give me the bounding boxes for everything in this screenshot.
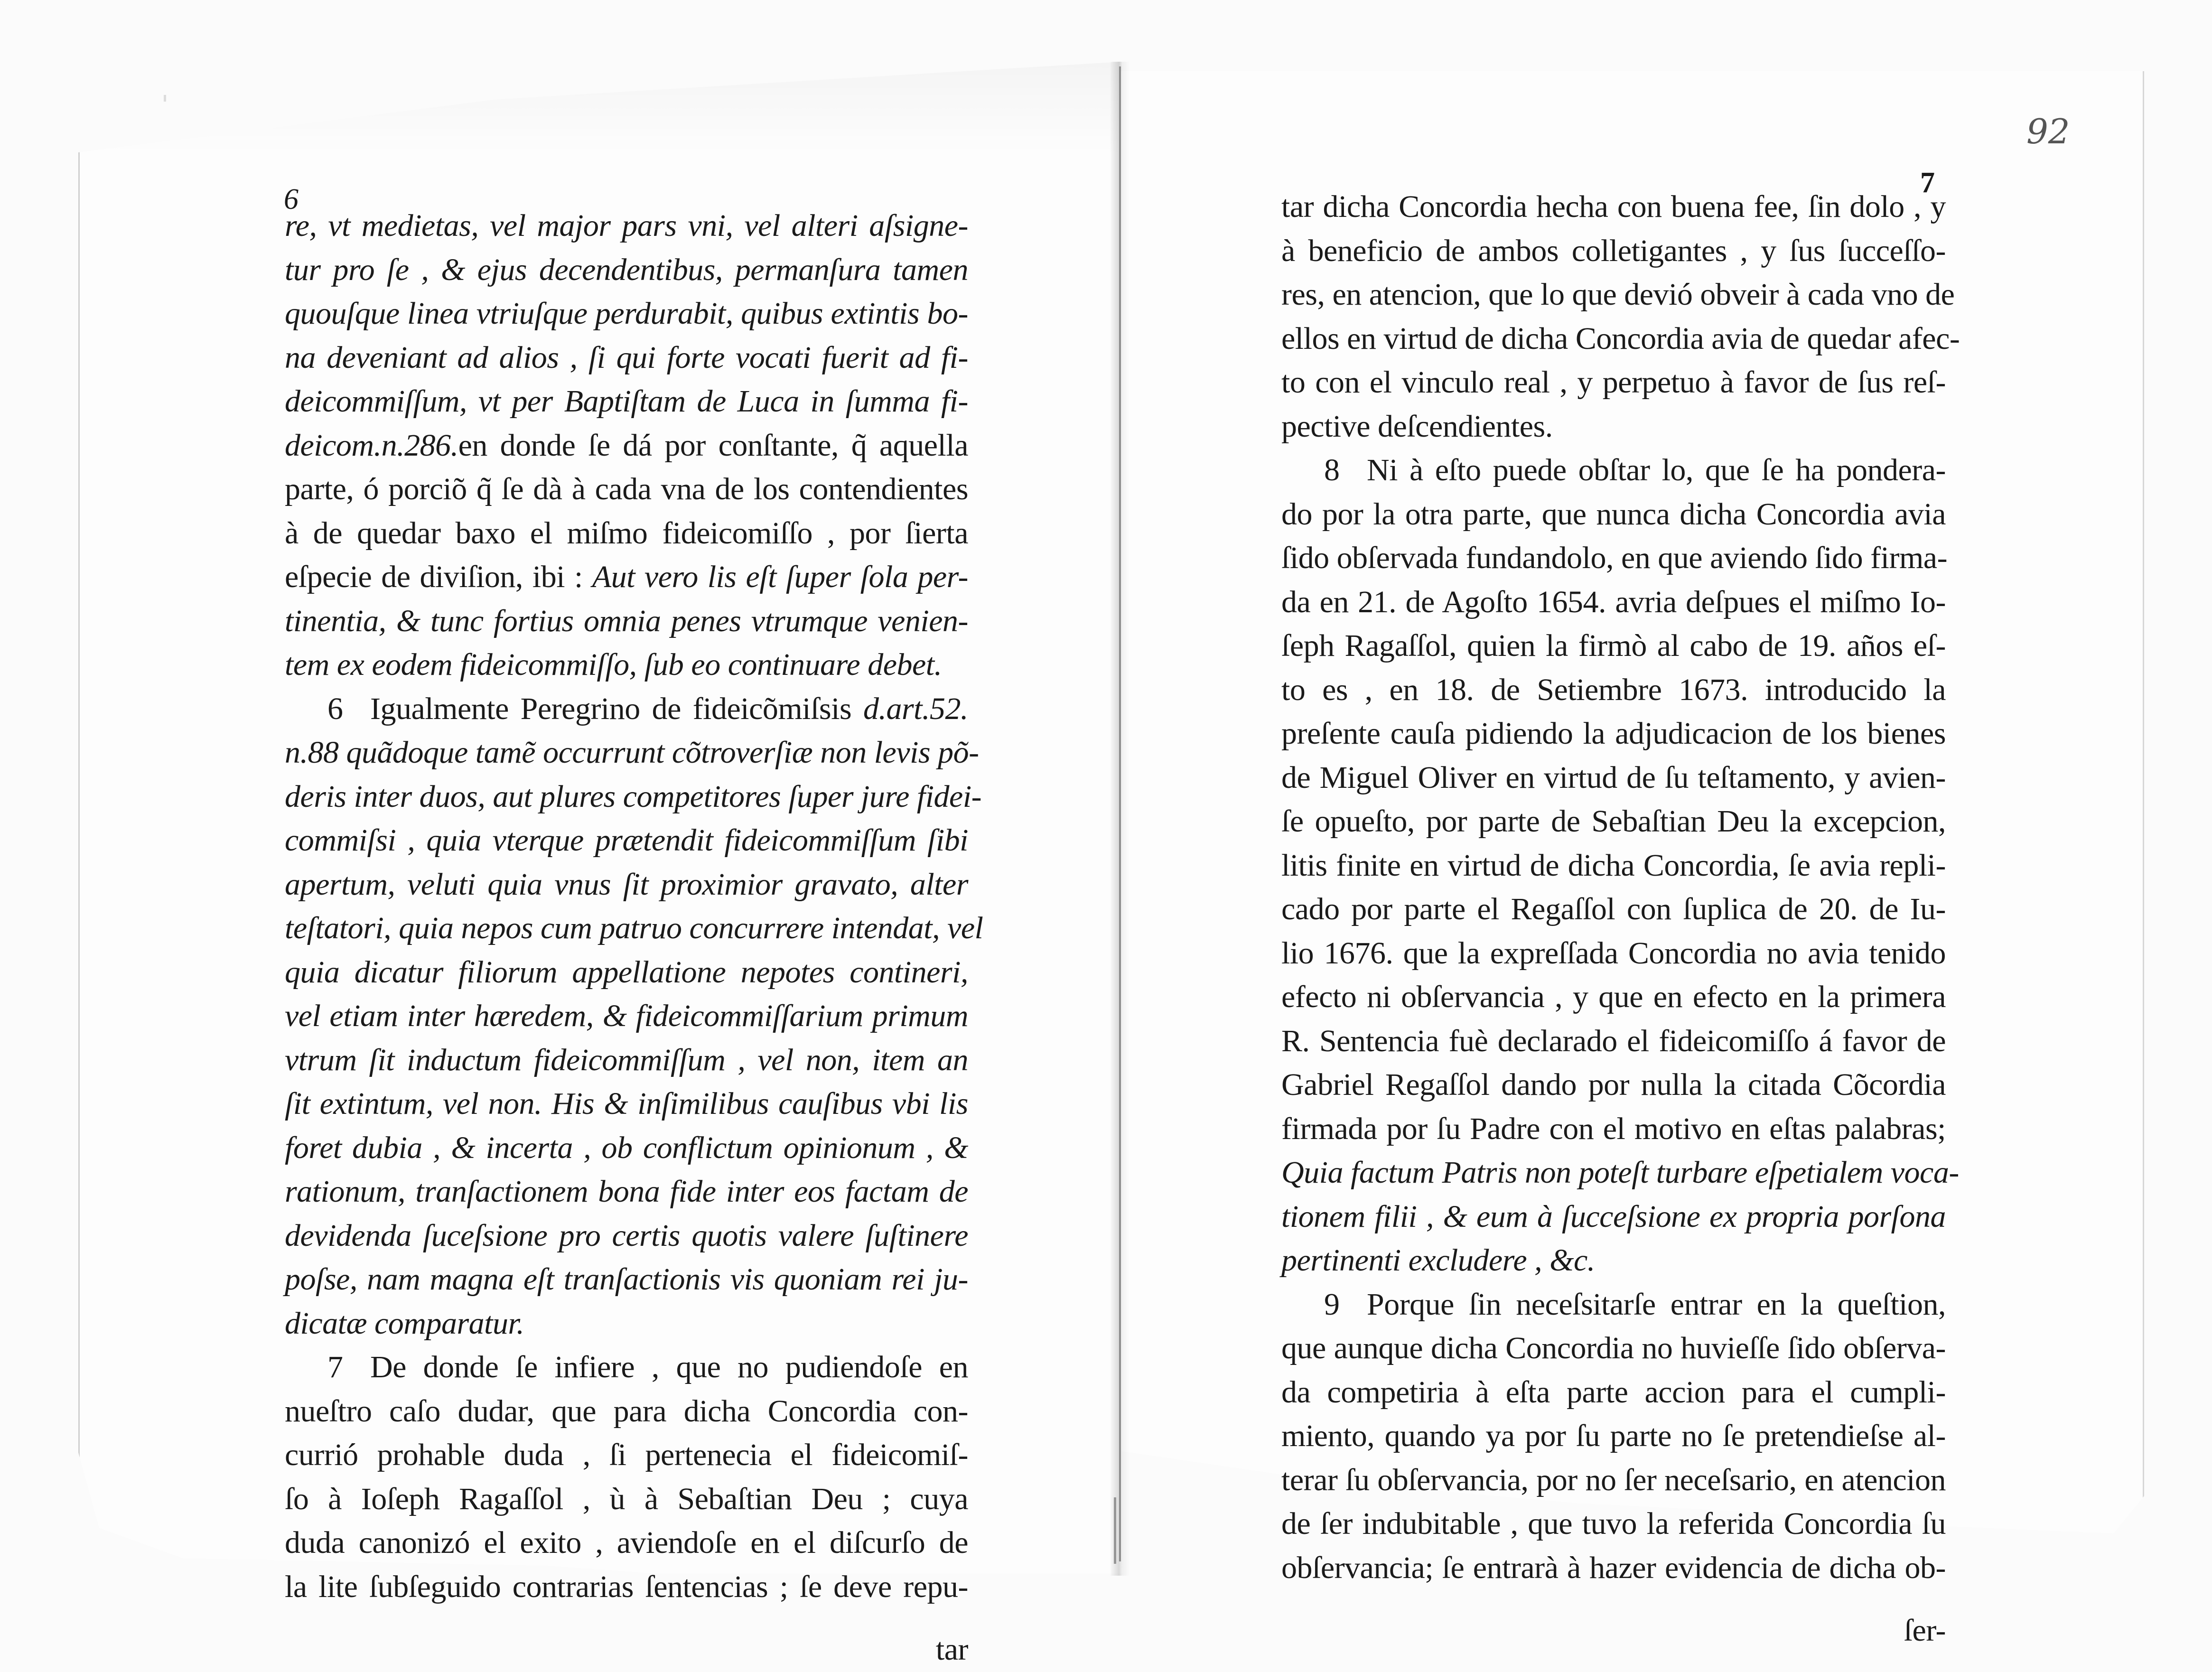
latin-quotation: deicommiſſum, vt per Baptiſtam de Luca in ſumma fi- [285, 384, 968, 419]
text-line [1281, 317, 1960, 361]
latin-quotation: apertum, veluti quia vnus ſit proximior gravato, alter [285, 867, 968, 902]
latin-quotation: ſit extintum, vel non. His & inſimilibus cauſibus vbi lis [285, 1086, 968, 1121]
text-line [285, 731, 979, 775]
body-text: que aunque dicha Concordia no huvieſſe ſido obſerva- [1281, 1331, 1946, 1365]
catchword: tar [935, 1632, 968, 1667]
text-line [1281, 361, 1946, 405]
latin-quotation: na deveniant ad alios , ſi qui forte vocati fuerit ad fi- [285, 340, 968, 375]
text-line [1281, 536, 1946, 580]
body-text: à beneficio de ambos colletigantes , y ſus ſucceſſo- [1281, 233, 1946, 268]
gutter-fold-line [1119, 66, 1121, 1561]
text-line [285, 819, 968, 863]
body-text: do por la otra parte, que nunca dicha Concordia avia [1281, 496, 1946, 532]
text-line [285, 994, 968, 1038]
body-text: de Miguel Oliver en virtud de ſu teſtamento, y avien- [1281, 760, 1946, 795]
body-text: de ſer indubitable , que tuvo la referida Concordia ſu [1281, 1506, 1946, 1541]
text-line [285, 1477, 968, 1522]
text-line [285, 1565, 968, 1609]
text-line [285, 512, 968, 556]
latin-quotation: tur pro ſe , & ejus decendentibus, permanſura tamen [285, 252, 968, 287]
latin-quotation: foret dubia , & incerta , ob conflictum opinionum , & [285, 1130, 968, 1165]
latin-quotation: devidenda ſuceſsione pro certis quotis valere ſuſtinere [285, 1218, 968, 1253]
latin-quotation: tinentia, & tunc fortius omnia penes vtrumque venien- [285, 603, 968, 638]
body-text: duda canonizó el exito , aviendoſe en el diſcurſo de [285, 1525, 968, 1560]
text-line [285, 1433, 968, 1477]
text-line [1281, 1063, 1946, 1107]
body-text: la lite ſubſeguido contrarias ſentencias ; ſe deve repu- [285, 1569, 968, 1604]
latin-quotation: deris inter duos, aut plures competitores ſuper jure fidei- [285, 779, 982, 814]
latin-quotation: quia dicatur filiorum appellatione nepotes contineri, [285, 954, 968, 990]
body-text: lio 1676. que la expreſſada Concordia no avia tenido [1281, 935, 1946, 971]
text-line [1281, 1283, 1946, 1327]
handwritten-folio-number: 92 [2026, 112, 2070, 151]
text-line [285, 775, 982, 819]
latin-quotation: vel etiam inter hæredem, & fideicommiſſarium primum [285, 999, 968, 1033]
body-text: cado por parte el Regaſſol con ſuplica de 20. de Iu- [1281, 892, 1946, 926]
latin-quotation: tem ex eodem fideicommiſſo, ſub eo continuare debet. [285, 647, 942, 682]
body-text: terar ſu obſervancia, por no ſer neceſsario, en atencion [1281, 1462, 1946, 1497]
text-line [1281, 1326, 1946, 1371]
text-line [1281, 975, 1946, 1019]
text-line [285, 292, 968, 336]
body-text: ſe opueſto, por parte de Sebaſtian Deu la excepcion, [1281, 804, 1946, 839]
text-line [285, 555, 968, 599]
body-text: ſeph Ragaſſol, quien la firmò al cabo de 19. años eſ- [1281, 628, 1946, 663]
body-text: en donde ſe dá por conſtante, q̃ aquella [458, 428, 968, 463]
text-line [285, 204, 968, 248]
text-line [1281, 273, 1955, 317]
latin-quotation: quouſque linea vtriuſque perdurabit, quibus extintis bo- [285, 296, 968, 331]
text-line [285, 248, 968, 292]
page-number-right: 7 [1920, 167, 1935, 199]
body-text: preſente cauſa pidiendo la adjudicacion de los bienes [1281, 716, 1946, 751]
body-text: litis finite en virtud de dicha Concordia, ſe avia repli- [1281, 848, 1946, 883]
text-line [1281, 887, 1946, 932]
body-text: R. Sentencia fuè declarado el fideicomiſſo á favor de [1281, 1023, 1946, 1058]
text-line [1281, 1546, 1946, 1590]
text-line [1281, 229, 1946, 273]
text-line [1281, 1151, 1959, 1195]
latin-quotation: deicom.n.286. [285, 428, 458, 463]
body-text: nueſtro caſo dudar, que para dicha Concordia con- [285, 1393, 968, 1429]
text-line [1281, 932, 1946, 976]
body-text: to es , en 18. de Setiembre 1673. introducido la [1281, 672, 1946, 707]
body-text: da en 21. de Agoſto 1654. avria deſpues el miſmo Io- [1281, 584, 1946, 619]
body-text: miento, quando ya por ſu parte no ſe pretendieſse al- [1281, 1419, 1946, 1453]
text-line [1281, 1502, 1946, 1546]
body-text: tar dicha Concordia hecha con buena fee, ſin dolo , y [1281, 189, 1946, 224]
paragraph-number: 6 [327, 691, 343, 726]
text-line [1281, 448, 1946, 493]
text-line [1281, 1019, 1946, 1064]
text-line [285, 687, 968, 731]
latin-quotation: d.art.52. [863, 691, 968, 726]
paragraph-number: 9 [1324, 1287, 1340, 1322]
body-text: obſervancia; ſe entrarà à hazer evidencia de dicha ob- [1281, 1550, 1946, 1585]
text-line [285, 1390, 968, 1434]
latin-quotation: n.88 quãdoque tamẽ occurrunt cõtroverſiæ non levis põ- [285, 735, 979, 770]
text-line [1281, 580, 1946, 625]
text-line [1281, 1107, 1946, 1151]
body-text: efecto ni obſervancia , y que en efecto en la primera [1281, 980, 1946, 1014]
latin-quotation: re, vt medietas, vel major pars vni, vel alteri aſsigne- [285, 208, 968, 243]
left-page-text [285, 204, 983, 1672]
text-line [1281, 493, 1946, 537]
text-line [285, 599, 968, 644]
text-line [285, 951, 968, 995]
paragraph-number: 8 [1324, 453, 1340, 487]
body-text: to con el vinculo real , y perpetuo à favor de ſus reſ- [1281, 365, 1946, 400]
text-line [1281, 1239, 1946, 1283]
text-line [1281, 844, 1946, 888]
body-text: Igualmente Peregrino de fideicõmiſsis [370, 691, 863, 726]
text-line [285, 424, 968, 468]
body-text: De donde ſe infiere , que no pudiendoſe en [370, 1350, 968, 1384]
text-line [285, 380, 968, 424]
text-line [285, 1214, 968, 1258]
text-line [285, 1126, 968, 1170]
body-text: pective deſcendientes. [1281, 409, 1553, 444]
latin-quotation: poſse, nam magna eſt tranſactionis vis quoniam rei ju- [285, 1262, 968, 1297]
ink-speck [164, 95, 166, 102]
text-line [285, 1345, 968, 1390]
text-line [1281, 712, 1946, 756]
body-text: firmada por ſu Padre con el motivo en eſtas palabras; [1281, 1111, 1946, 1146]
text-line [285, 1302, 968, 1346]
text-line [285, 1170, 968, 1214]
paragraph-number: 7 [327, 1350, 343, 1384]
latin-quotation: rationum, tranſactionem bona fide inter eos factam de [285, 1174, 968, 1209]
text-line [285, 1082, 968, 1126]
latin-quotation: Quia factum Patris non poteſt turbare eſpetialem voca- [1281, 1155, 1959, 1190]
ink-speck [1114, 1497, 1116, 1564]
body-text: currió prohable duda , ſi pertenecia el fideicomiſ- [285, 1438, 968, 1472]
body-text: Porque ſin neceſsitarſe entrar en la queſtion, [1367, 1287, 1946, 1322]
text-line [1281, 405, 1946, 449]
text-line [1281, 185, 1946, 229]
catchword: ſer- [1904, 1613, 1946, 1648]
text-line [1281, 1458, 1946, 1503]
body-text: eſpecie de diviſion, ibi : [285, 560, 592, 594]
text-line [285, 1258, 968, 1302]
text-line [285, 336, 968, 380]
body-text: res, en atencion, que lo que devió obveir à cada vno de [1281, 277, 1955, 312]
latin-quotation: tionem filii , & eum à ſucceſsione ex propria porſona [1281, 1199, 1946, 1234]
text-line [285, 1521, 968, 1565]
page-number-left: 6 [284, 183, 299, 215]
body-text: Ni à eſto puede obſtar lo, que ſe ha pondera- [1367, 453, 1946, 487]
text-line [1281, 756, 1946, 800]
text-line [285, 906, 983, 951]
latin-quotation: pertinenti excludere , &c. [1281, 1243, 1595, 1278]
body-text: ellos en virtud de dicha Concordia avia de quedar afec- [1281, 321, 1960, 356]
text-line [1281, 1195, 1946, 1239]
body-text: ſido obſervada fundandolo, en que aviendo ſido firma- [1281, 541, 1948, 575]
text-line [1281, 624, 1946, 668]
latin-quotation: dicatæ comparatur. [285, 1306, 524, 1341]
text-line [1281, 668, 1946, 712]
text-line [1281, 1414, 1946, 1458]
text-line [1281, 1371, 1946, 1415]
text-line [285, 863, 968, 907]
body-text: ſo à Ioſeph Ragaſſol , ù à Sebaſtian Deu ; cuya [285, 1481, 968, 1516]
text-line [285, 643, 968, 687]
body-text: parte, ó porciõ q̃ ſe dà à cada vna de los contendientes [285, 472, 968, 506]
text-line [1281, 800, 1946, 844]
body-text: Gabriel Regaſſol dando por nulla la citada Cõcordia [1281, 1067, 1946, 1102]
latin-quotation: Aut vero lis eſt ſuper ſola per- [592, 560, 968, 594]
latin-quotation: commiſsi , quia vterque prætendit fideicommiſſum ſibi [285, 823, 968, 858]
text-line [285, 1038, 968, 1083]
text-line [285, 467, 968, 512]
latin-quotation: teſtatori, quia nepos cum patruo concurrere intendat, vel [285, 911, 983, 945]
body-text: da competiria à eſta parte accion para el cumpli- [1281, 1374, 1946, 1410]
right-page-text [1281, 185, 1960, 1653]
body-text: à de quedar baxo el miſmo fideicomiſſo , por ſierta [285, 515, 968, 551]
latin-quotation: vtrum ſit inductum fideicommiſſum , vel non, item an [285, 1042, 968, 1077]
